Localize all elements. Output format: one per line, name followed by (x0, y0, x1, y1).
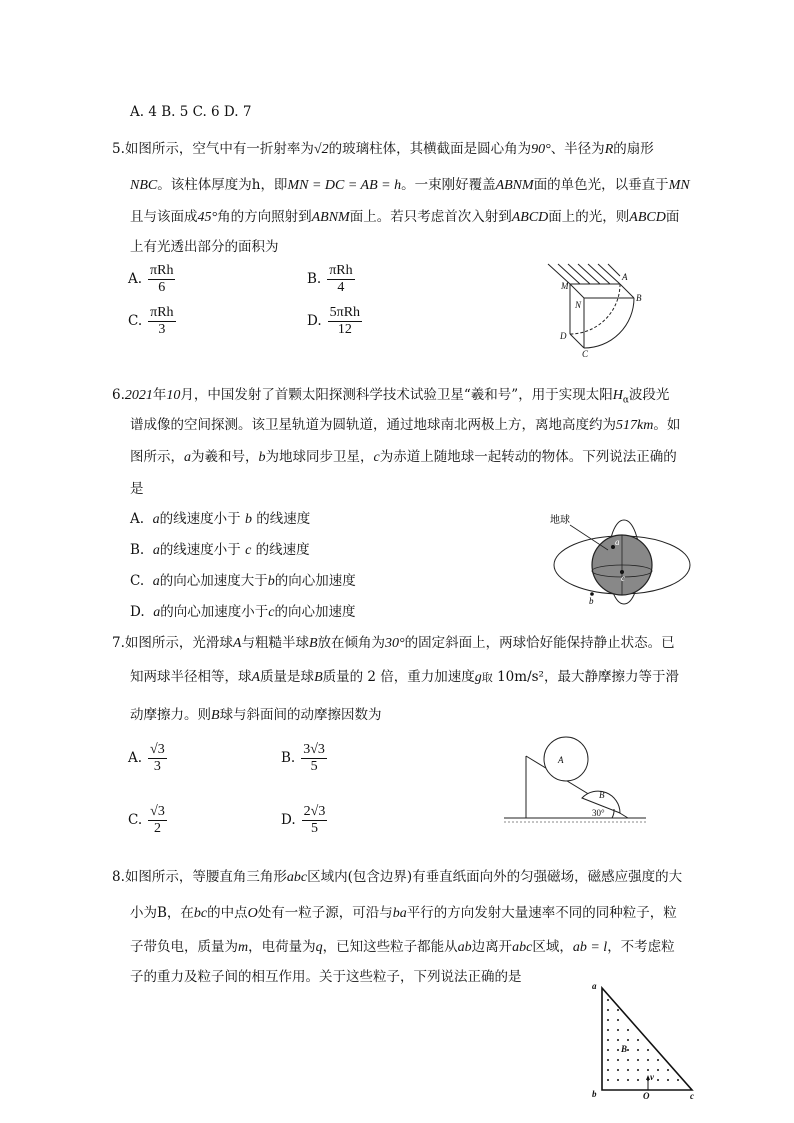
field-dot (607, 1049, 609, 1051)
q5-line3 (130, 207, 679, 228)
field-dot (637, 1049, 639, 1051)
field-dot (647, 1059, 649, 1061)
label-A: A (558, 755, 564, 765)
option-text: 的向心加速度小于 (160, 604, 269, 620)
q6-c: c (373, 450, 380, 465)
field-dot (617, 1059, 619, 1061)
numerator: 3√3 (303, 742, 325, 757)
edge-DC (570, 334, 584, 348)
q6-earth-orbit-figure (542, 505, 694, 605)
option-var: a (152, 512, 160, 527)
denominator: 3 (158, 322, 166, 337)
label-b: b (589, 596, 594, 605)
q6-line2 (130, 415, 680, 436)
label-a: a (592, 981, 597, 991)
field-dot (627, 1059, 629, 1061)
fraction (302, 804, 328, 837)
q5-glass-prism-figure (540, 262, 650, 358)
q8-text: 平行的方向发射大量速率不同的同种粒子，粒 (406, 905, 677, 921)
q6-line1 (112, 385, 669, 411)
field-dot (607, 1059, 609, 1061)
option-text: 的向心加速度 (274, 604, 356, 620)
option-var: a (153, 605, 161, 620)
field-dot (637, 1059, 639, 1061)
label-a: a (615, 537, 620, 547)
q5-text: 面的单色光，以垂直于 (533, 177, 669, 193)
q8-bc: bc (193, 906, 208, 921)
option-text: 的向心加速度大于 (159, 573, 268, 589)
option-label: D. (130, 604, 145, 620)
q7-option-b[interactable] (281, 742, 327, 775)
field-dot (677, 1079, 679, 1081)
field-dot (647, 1069, 649, 1071)
option-label: C. (130, 573, 145, 589)
fraction (327, 263, 354, 296)
denominator: 3 (153, 759, 161, 774)
q8-text: 处有一粒子源，可沿与 (257, 905, 393, 921)
option-label: A. (128, 271, 143, 287)
field-dot (617, 1049, 619, 1051)
field-dot (627, 1029, 629, 1031)
q8-text: 如图所示，等腰直角三角形 (124, 869, 287, 885)
q8-line2 (130, 903, 677, 924)
q5-line2 (130, 175, 690, 196)
q8-text: ，在 (166, 905, 194, 921)
option-text: 的线速度 (251, 542, 310, 558)
field-dot (627, 1069, 629, 1071)
q7-angle30: 30° (385, 636, 405, 651)
option-label: C. (128, 313, 143, 329)
numerator: 2√3 (303, 804, 326, 819)
q5-text: 角的方向照射到 (217, 209, 312, 225)
q7-gval: 10m/s² (497, 669, 544, 685)
field-dot (617, 1029, 619, 1031)
q5-angle45: 45° (197, 210, 218, 225)
denominator: 5 (310, 821, 318, 836)
numerator: πRh (150, 263, 174, 278)
q5-option-c[interactable] (128, 305, 176, 338)
denominator: 12 (337, 322, 352, 337)
q7-line2 (130, 667, 679, 688)
option-var: c (268, 605, 275, 620)
label-c: c (690, 1091, 694, 1100)
numerator: πRh (150, 305, 174, 320)
field-dot (607, 1009, 609, 1011)
label-D: D (560, 331, 567, 341)
q7-g: g (474, 670, 482, 685)
q8-text: 边离开 (471, 939, 513, 955)
field-dot (647, 1049, 649, 1051)
q8-text: ，已知这些粒子都能从 (322, 939, 458, 955)
field-dot (657, 1069, 659, 1071)
field-dot (607, 1029, 609, 1031)
q5-option-b[interactable] (307, 263, 355, 296)
q7-text: ，最大静摩擦力等于滑 (543, 669, 679, 685)
q5-equation: MN = DC = AB = h (287, 178, 402, 193)
label-B: B (599, 790, 605, 800)
q7-incline-figure (500, 732, 650, 828)
q5-option-a[interactable] (128, 263, 175, 296)
label-v: v (650, 1072, 654, 1082)
option-label: D. (307, 313, 322, 329)
light-ray (578, 264, 600, 284)
q6-height: 517km (616, 418, 654, 433)
field-dot (667, 1069, 669, 1071)
field-dot (627, 1079, 629, 1081)
q5-option-d[interactable] (307, 305, 362, 338)
label-A: A (622, 272, 628, 282)
label-O: O (643, 1091, 650, 1100)
fraction (148, 305, 175, 338)
q8-text: 区域内(包含边界)有垂直纸面向外的匀强磁场，磁感应强度的大 (307, 869, 683, 885)
label-B: B (621, 1044, 628, 1054)
numerator: √3 (150, 804, 165, 819)
q8-number: 8. (112, 869, 125, 885)
q7-B: B (314, 670, 323, 685)
q5-ABCD: ABCD (629, 210, 666, 225)
q8-text: 的中点 (207, 905, 248, 921)
q6-line3 (130, 447, 677, 468)
q8-ba: ba (392, 906, 407, 921)
q8-line4: 子的重力及粒子间的相互作用。关于这些粒子，下列说法正确的是 (130, 969, 522, 985)
option-text: 的线速度 (251, 511, 311, 527)
denominator: 5 (310, 759, 318, 774)
q7-option-a[interactable] (128, 742, 167, 775)
option-var: b (244, 512, 252, 527)
light-ray (588, 264, 610, 284)
option-text: 的线速度小于 (159, 542, 246, 558)
q7-B: B (308, 636, 318, 651)
q7-option-d[interactable] (281, 804, 327, 837)
q6-option-c[interactable] (130, 571, 356, 592)
q6-option-d[interactable] (130, 602, 355, 623)
field-dot (637, 1079, 639, 1081)
ball-A (544, 737, 588, 781)
q7-option-c[interactable] (128, 804, 167, 837)
q6-text: 谱成像的空间探测。该卫星轨道为圆轨道，通过地球南北两极上方，离地高度约为 (130, 417, 616, 433)
q8-q: q (315, 940, 323, 955)
field-dot (637, 1039, 639, 1041)
q7-line3 (130, 705, 382, 726)
q7-line1 (112, 633, 675, 654)
label-C: C (582, 349, 589, 358)
q7-text: 与粗糙半球 (241, 635, 309, 651)
q5-text: 且与该面成 (130, 209, 198, 225)
q4-options-line: A. 4 B. 5 C. 6 D. 7 (130, 104, 252, 120)
q7-B: B (211, 708, 220, 723)
q7-number: 7. (112, 635, 125, 651)
q5-text: 如图所示，空气中有一折射率为 (124, 141, 314, 157)
q6-text: 。如 (653, 417, 681, 433)
q8-abc: abc (286, 870, 308, 885)
q5-text: 的玻璃柱体，其横截面是圆心角为 (328, 141, 532, 157)
option-label: C. (128, 812, 143, 828)
q5-text: 面上。若只考虑首次入射到 (349, 209, 512, 225)
field-dot (627, 1039, 629, 1041)
q5-text: ，即 (260, 177, 288, 193)
q5-text: 、半径为 (550, 141, 605, 157)
denominator: 2 (153, 821, 161, 836)
option-text: 的线速度小于 (159, 511, 245, 527)
q6-option-a[interactable] (130, 509, 310, 530)
label-b: b (592, 1089, 597, 1099)
numerator: 5πRh (329, 305, 361, 320)
q5-sqrt2: √2 (313, 142, 329, 157)
label-B: B (636, 293, 642, 303)
q8-O: O (247, 906, 258, 921)
q6-text: 波段光 (628, 387, 670, 403)
q8-text: 区域， (532, 939, 573, 955)
q8-abc: abc (512, 940, 533, 955)
field-dot (617, 1069, 619, 1071)
q8-ab: ab (457, 940, 472, 955)
label-N: N (575, 300, 582, 310)
field-dot (617, 1079, 619, 1081)
field-dot (607, 1069, 609, 1071)
q5-ABNM: ABNM (311, 210, 350, 225)
option-text: 的向心加速度 (274, 573, 356, 589)
numerator: √3 (150, 742, 165, 757)
q5-number: 5. (112, 141, 125, 157)
q5-angle90: 90° (531, 142, 551, 157)
edge-NM (570, 284, 584, 298)
q5-R: R (604, 142, 614, 157)
fraction (148, 804, 167, 837)
q5-NBC: NBC (130, 178, 158, 193)
field-dot (617, 1039, 619, 1041)
q5-text: 的扇形 (613, 141, 654, 157)
q8-text: ，电荷量为 (248, 939, 316, 955)
label-angle: 30° (592, 808, 605, 818)
q6-text: 月，中国发射了首颗太阳探测科学技术试验卫星“羲和号”，用于实现太阳 (180, 387, 613, 403)
option-label: B. (130, 542, 145, 558)
q7-text: 动摩擦力。则 (130, 707, 211, 723)
q6-number: 6. (112, 387, 125, 403)
q8-text: 小为 (130, 905, 157, 921)
field-dot (627, 1049, 629, 1051)
q6-line4: 是 (130, 481, 144, 497)
q5-line1 (112, 139, 654, 160)
label-M: M (561, 281, 569, 291)
q5-text: 面上的光，则 (548, 209, 630, 225)
triangle-abc (602, 988, 692, 1090)
label-c: c (621, 573, 625, 583)
option-var: a (152, 543, 160, 558)
light-ray (598, 264, 620, 284)
q7-text: 取 (481, 671, 493, 684)
q7-A: A (251, 670, 261, 685)
q5-h: h (251, 177, 261, 193)
field-dot (607, 1039, 609, 1041)
label-earth: 地球 (550, 515, 570, 526)
q8-B: B (157, 905, 167, 921)
field-dot (657, 1059, 659, 1061)
q7-text: 质量是球 (260, 669, 315, 685)
denominator: 6 (158, 280, 166, 295)
q5-line4: 上有光透出部分的面积为 (130, 239, 279, 255)
fraction (328, 305, 362, 338)
q6-text: 为地球同步卫星， (265, 449, 374, 465)
q6-year: 2021 (124, 388, 153, 403)
q6-H: H (612, 388, 623, 403)
q7-text: 球与斜面间的动摩擦因数为 (219, 707, 382, 723)
edge-AB (620, 284, 634, 298)
q5-MN: MN (668, 178, 690, 193)
fraction (148, 742, 167, 775)
option-label: D. (281, 812, 296, 828)
arc-BC (584, 298, 634, 348)
q6-option-b[interactable] (130, 540, 310, 561)
q5-text: 。一束刚好覆盖 (401, 177, 496, 193)
q5-ABCD: ABCD (511, 210, 549, 225)
option-label: B. (307, 271, 322, 287)
q6-a: a (184, 450, 191, 465)
option-label: A. (130, 511, 145, 527)
option-label: A. (128, 750, 143, 766)
q8-line3 (130, 937, 675, 958)
field-dot (637, 1069, 639, 1071)
q8-m: m (238, 940, 249, 955)
q6-alpha: α (622, 395, 629, 406)
field-dot (617, 1019, 619, 1021)
option-var: b (267, 574, 275, 589)
q5-text: 面 (665, 209, 680, 225)
q6-text: 年 (152, 387, 167, 403)
q7-A: A (232, 636, 242, 651)
q7-text: 的固定斜面上，两球恰好能保持静止状态。已 (404, 635, 675, 651)
q7-text: 如图所示，光滑球 (124, 635, 233, 651)
q6-text: 为羲和号， (191, 449, 259, 465)
field-dot (617, 1009, 619, 1011)
fraction (148, 263, 175, 296)
q7-text: 质量的 2 倍，重力加速度 (322, 669, 475, 685)
field-dots (607, 999, 679, 1081)
q7-text: 放在倾角为 (317, 635, 386, 651)
option-var: c (245, 543, 252, 558)
denominator: 4 (337, 280, 345, 295)
q6-text: 为赤道上随地球一起转动的物体。下列说法正确的 (379, 449, 677, 465)
q8-magnetic-triangle-figure (588, 980, 698, 1100)
q8-ab-eq-l: ab = l (572, 940, 608, 955)
fraction (301, 742, 327, 775)
field-dot (667, 1079, 669, 1081)
q6-text: 图所示， (130, 449, 184, 465)
q5-ABNM: ABNM (495, 178, 534, 193)
q8-text: 子带负电，质量为 (130, 939, 238, 955)
field-dot (607, 999, 609, 1001)
field-dot (607, 1079, 609, 1081)
q6-month: 10 (166, 388, 181, 403)
q7-text: 知两球半径相等，球 (130, 669, 252, 685)
option-label: B. (281, 750, 296, 766)
q8-text: ，不考虑粒 (607, 939, 675, 955)
q6-b: b (258, 450, 266, 465)
numerator: πRh (329, 263, 353, 278)
q5-text: 。该柱体厚度为 (157, 177, 252, 193)
option-var: a (152, 574, 160, 589)
q8-line1 (112, 867, 682, 888)
light-ray (568, 264, 590, 284)
field-dot (607, 1019, 609, 1021)
field-dot (657, 1079, 659, 1081)
